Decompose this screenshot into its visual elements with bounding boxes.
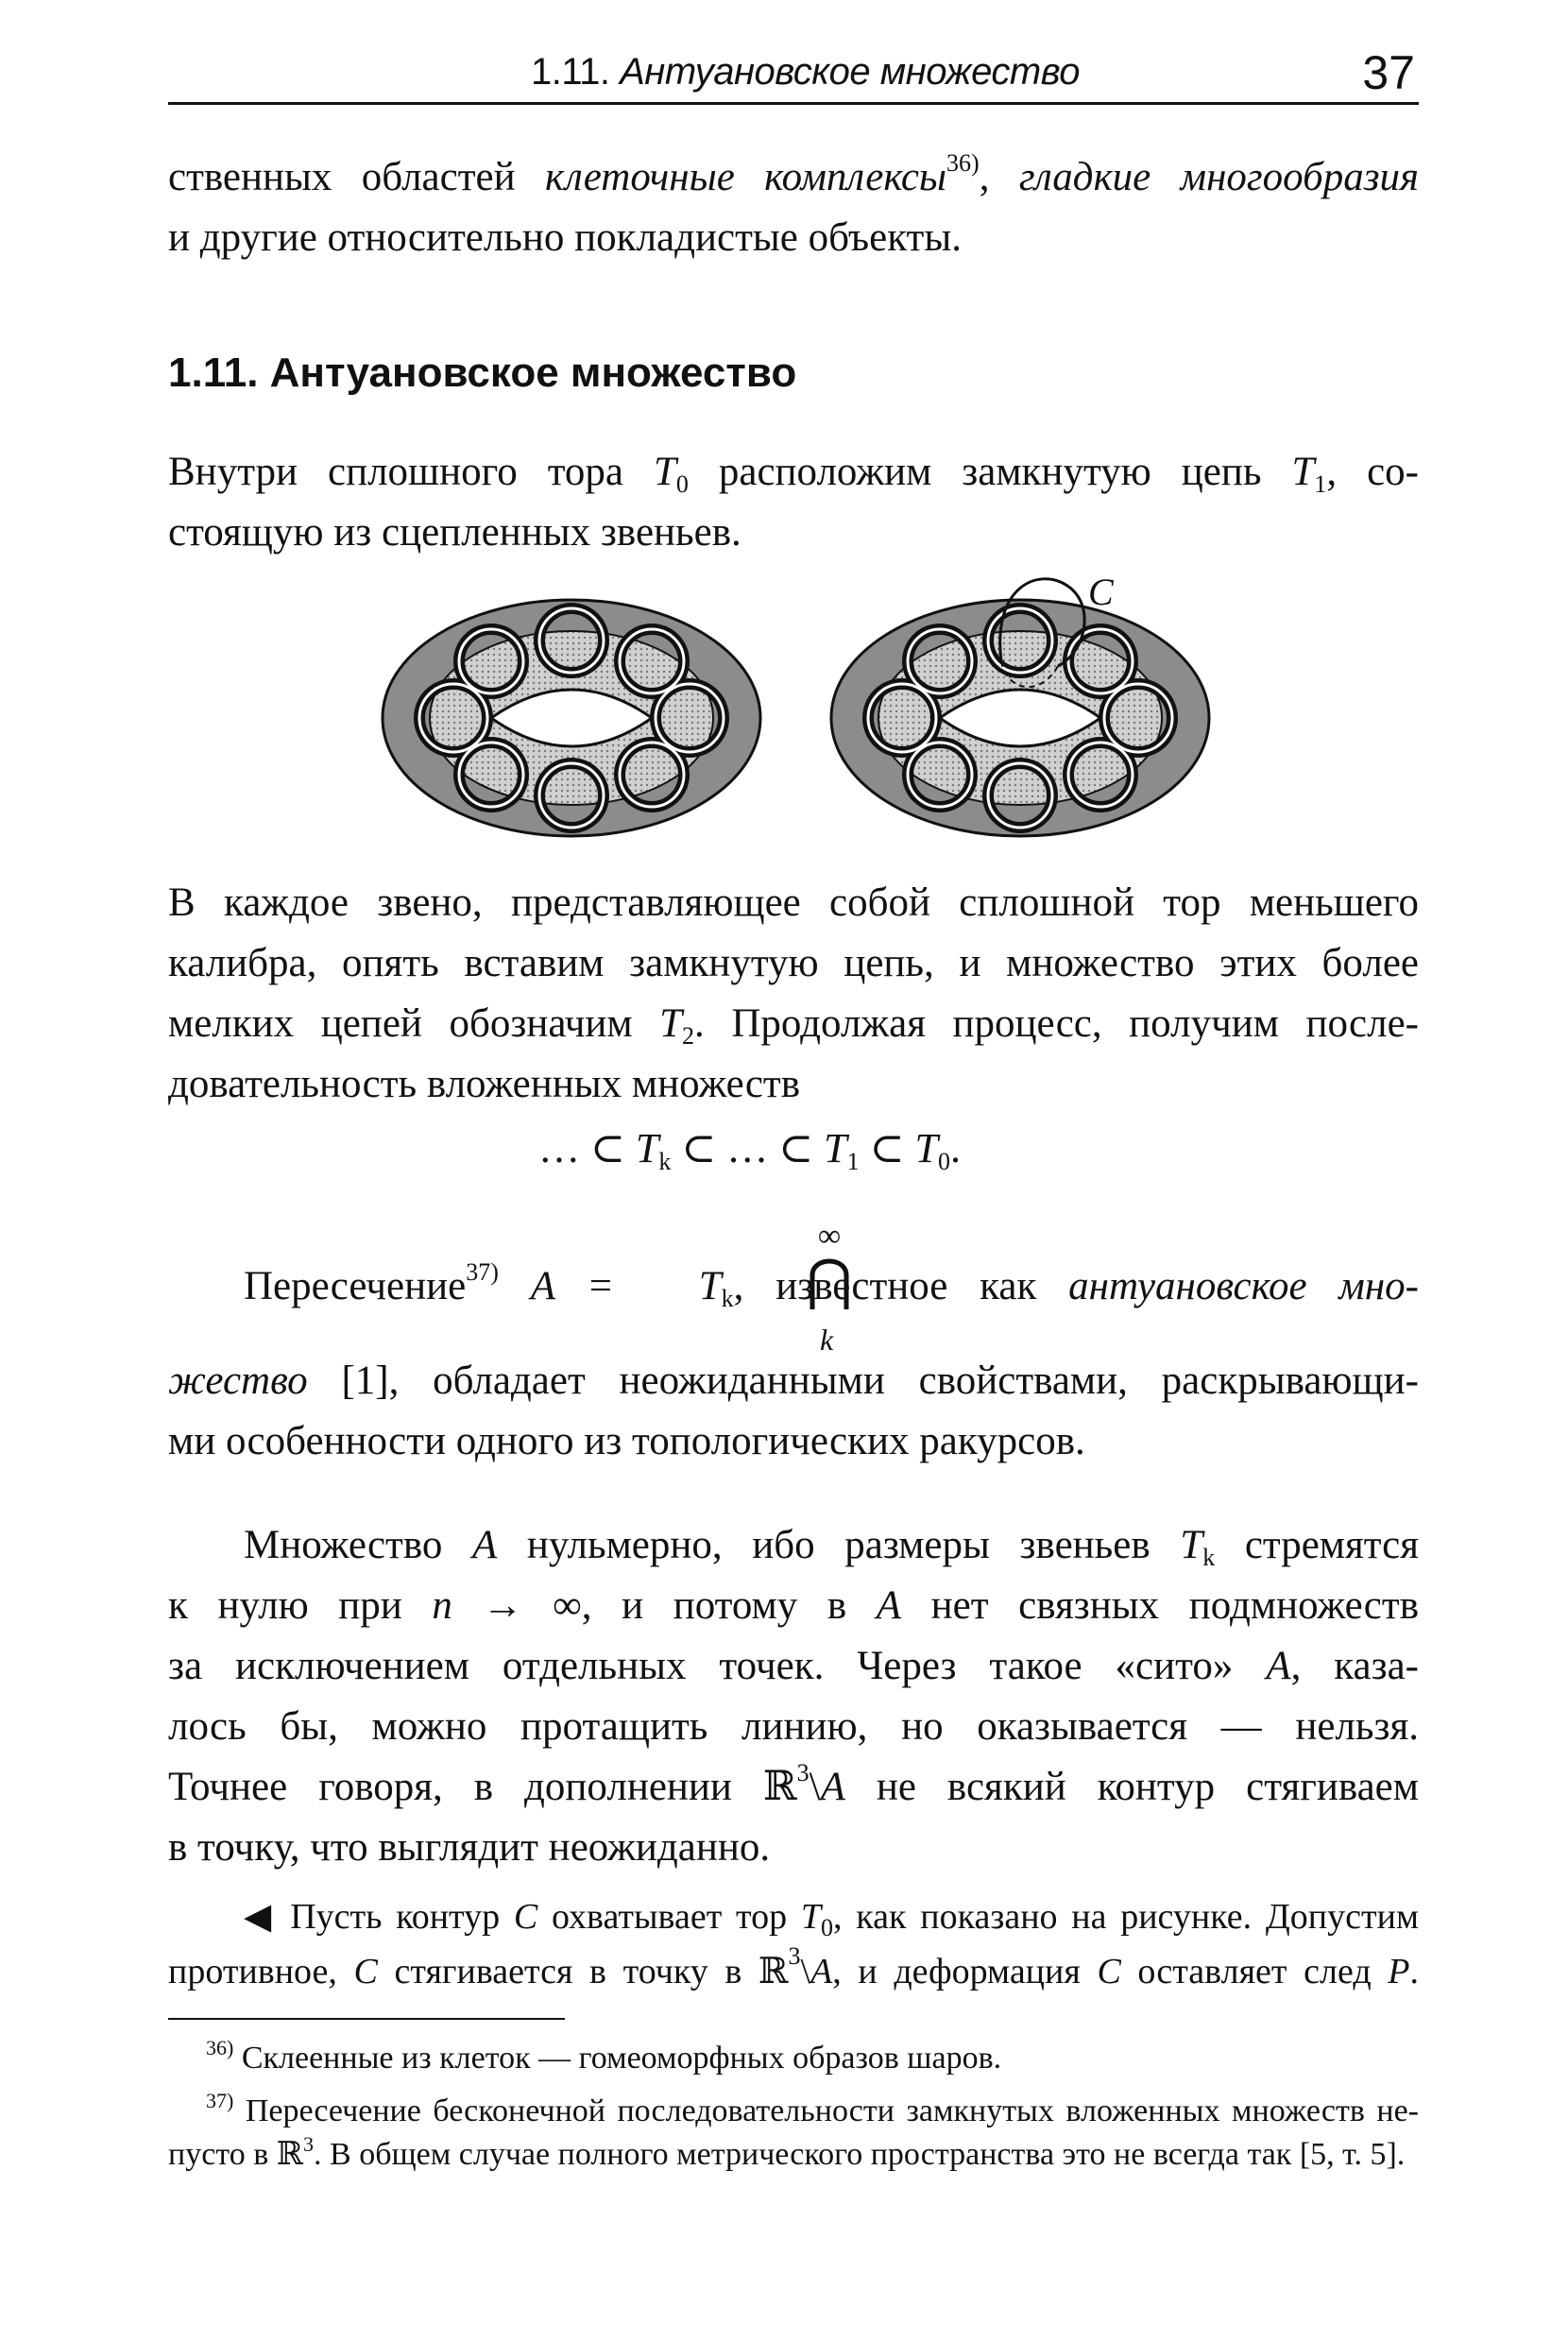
- para2-line-2: калибра, опять вставим замкнутую цепь, и множество этих более: [168, 941, 1419, 985]
- paragraph-process: [168, 873, 1419, 1115]
- torus-left: [383, 600, 760, 836]
- torus-right: [831, 579, 1209, 836]
- running-head: [168, 45, 1415, 102]
- section-heading: 1.11. Антуановское множество: [168, 350, 797, 396]
- para3-line-1: Множество A нульмерно, ибо размеры звеньев $T_k$ стремятся: [244, 1523, 1419, 1571]
- para3-line-5: Точнее говоря, в дополнении ℝ$^3$\A не всякий контур стягиваем: [168, 1759, 1419, 1809]
- para3-line-4: лось бы, можно протащить линию, но оказывается — нельзя.: [168, 1704, 1419, 1749]
- para1-line-1: Внутри сплошного тора $T_0$ расположим замкнутую цепь $T_1$, со-: [168, 450, 1419, 498]
- infinity-limit: ∞: [817, 1219, 842, 1254]
- para2-line-1: В каждое звено, представляющее собой сплошной тор меньшего: [168, 880, 1419, 925]
- intersection-line-1: Пересечение$^{37)}$ $A = T_k$, известное как антуановское мно-: [244, 1258, 1419, 1312]
- proof-line-2: противное, C стягивается в точку в ℝ$^3$\A, и деформация C оставляет след P.: [168, 1942, 1419, 1991]
- para3-line-2: к нулю при n → ∞, и потому в A нет связных подмножеств: [168, 1583, 1419, 1628]
- footnote-rule: [168, 2018, 565, 2020]
- proof-paragraph: [168, 1889, 1419, 1999]
- intro-line-1: ственных областей клеточные комплексы$^{36)}$, гладкие многообразия: [168, 149, 1419, 199]
- para3-line-6: в точку, что выглядит неожиданно.: [168, 1825, 771, 1870]
- footnote-37: [168, 2090, 1419, 2177]
- para2-line-3: мелких цепей обозначим $T_2$. Продолжая процесс, получим после-: [168, 1001, 1419, 1050]
- para2-line-4: довательность вложенных множеств: [168, 1062, 800, 1106]
- paragraph-zero-dim: [168, 1515, 1419, 1878]
- para3-line-3: за исключением отдельных точек. Через такое «сито» A, каза-: [168, 1644, 1419, 1688]
- header-rule: [168, 102, 1419, 105]
- proof-line-1: ◀ Пусть контур C охватывает тор $T_0$, как показано на рисунке. Допустим: [244, 1897, 1419, 1941]
- footnote-37-line-2: пусто в ℝ$^3$. В общем случае полного метрического пространства это не всегда так [5, т. 5].: [168, 2132, 1406, 2172]
- footnote-36: $^{36)}$ Склеенные из клеток — гомеоморфных образов шаров.: [206, 2036, 1002, 2076]
- intersection-line-2: жество [1], обладает неожиданными свойствами, раскрывающи-: [168, 1358, 1419, 1403]
- footnote-37-line-1: $^{37)}$ Пересечение бесконечной последовательности замкнутых вложенных множеств не-: [206, 2089, 1419, 2128]
- paragraph-intersection: [168, 1256, 1419, 1317]
- paragraph-chain: [168, 442, 1419, 563]
- running-head-section: 1.11.: [531, 51, 610, 93]
- intro-line-2: и другие относительно покладистые объекты.: [168, 215, 962, 260]
- index-k: k: [820, 1323, 834, 1357]
- running-head-title: [531, 51, 1080, 94]
- intersection-line-3: ми особенности одного из топологических ракурсов.: [168, 1419, 1085, 1463]
- page-number: 37: [1362, 46, 1415, 99]
- intro-paragraph: [168, 147, 1419, 268]
- running-head-text: Антуановское множество: [620, 51, 1080, 93]
- paragraph-intersection-cont: [168, 1351, 1419, 1472]
- antoine-tori-figure: [378, 567, 1237, 850]
- contour-label: C: [1088, 571, 1114, 613]
- nested-sets-formula: … ⊂ $T_k$ ⊂ … ⊂ $T_1$ ⊂ $T_0$.: [538, 1125, 961, 1175]
- para1-line-2: стоящую из сцепленных звеньев.: [168, 510, 741, 555]
